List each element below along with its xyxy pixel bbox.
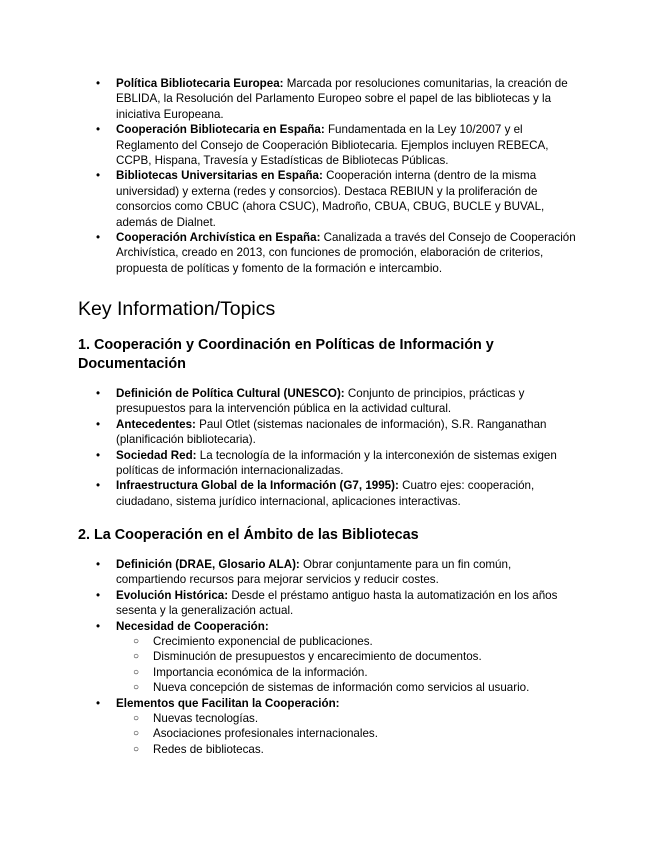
section-1-bullet-list <box>0 386 655 509</box>
sub-list-item: ○ Importancia económica de la información. <box>116 665 577 680</box>
list-item-term: Política Bibliotecaria Europea: <box>116 77 284 90</box>
section-2-heading: 2. La Cooperación en el Ámbito de las Bibliotecas <box>78 527 419 543</box>
list-item-term: Infraestructura Global de la Información (G7, 1995): <box>116 479 399 493</box>
list-item <box>0 168 655 230</box>
sub-list-item: ○ Disminución de presupuestos y encarecimiento de documentos. <box>116 649 577 664</box>
list-item-text: Paul Otlet (sistemas nacionales de información), S.R. Ranganathan (planificación bibliotecaria). <box>116 417 547 447</box>
list-item-text: Cooperación interna (dentro de la misma universidad) y externa (redes y consorcios). Destaca REBIUN y la proliferación de consorcios como CBUC (ahora CSUC), Madroño, CBUA, CBUG, BUCLE y BUVAL, además de Dialnet. <box>116 169 545 229</box>
list-item <box>0 76 655 122</box>
list-item-text: Conjunto de principios, prácticas y presupuestos para la intervención pública en la actividad cultural. <box>116 387 525 416</box>
list-item <box>0 478 655 509</box>
list-item-term: Elementos que Facilitan la Cooperación: <box>116 696 340 710</box>
list-item-term: Cooperación Archivística en España: <box>116 231 321 245</box>
list-item <box>0 696 655 758</box>
list-item <box>0 619 655 696</box>
section-2-bullet-list <box>0 557 655 757</box>
list-item-text: Fundamentada en la Ley 10/2007 y el Reglamento del Consejo de Cooperación Bibliotecaria. Ejemplos incluyen REBECA, CCPB, Hispana, Travesía y Estadísticas de Bibliotecas Públicas. <box>116 123 549 168</box>
list-item <box>0 417 655 448</box>
list-item-term: Antecedentes: <box>116 417 196 431</box>
list-item-text: Obrar conjuntamente para un fin común, compartiendo recursos para mejorar servicios y reducir costes. <box>116 558 512 587</box>
section-1-heading: 1. Cooperación y Coordinación en Políticas de Información y Documentación <box>78 337 494 372</box>
list-item-text: Marcada por resoluciones comunitarias, la creación de EBLIDA, la Resolución del Parlamento Europeo sobre el papel de las bibliotecas y la iniciativa Europeana. <box>116 77 568 121</box>
necesidad-sublist <box>116 634 577 696</box>
sub-list-item: ○ Nueva concepción de sistemas de información como servicios al usuario. <box>116 680 577 695</box>
list-item-term: Cooperación Bibliotecaria en España: <box>116 123 325 137</box>
list-item-text: Canalizada a través del Consejo de Cooperación Archivística, creado en 2013, con funciones de promoción, elaboración de criterios, propuesta de políticas y fomento de la formación e intercambio. <box>116 231 576 275</box>
sub-list-item: ○ Nuevas tecnologías. <box>116 711 577 726</box>
list-item-text: La tecnología de la información y la interconexión de sistemas exigen políticas de información internacionalizadas. <box>116 448 557 478</box>
list-item <box>0 122 655 168</box>
sub-list-item: ○ Asociaciones profesionales internacionales. <box>116 726 577 741</box>
list-item <box>0 557 655 588</box>
list-item-term: Bibliotecas Universitarias en España: <box>116 169 323 183</box>
list-item-text: Cuatro ejes: cooperación, ciudadano, sistema jurídico internacional, aplicaciones interactivas. <box>116 479 535 508</box>
sub-list-item: ○ Redes de bibliotecas. <box>116 742 577 757</box>
list-item-term: Necesidad de Cooperación: <box>116 619 269 633</box>
list-item-term: Evolución Histórica: <box>116 588 229 602</box>
list-item <box>0 588 655 619</box>
list-item-term: Definición de Política Cultural (UNESCO): <box>116 387 345 400</box>
list-item <box>0 448 655 479</box>
list-item-term: Sociedad Red: <box>116 448 197 462</box>
list-item-text: Desde el préstamo antiguo hasta la automatización en los años sesenta y la generalización actual. <box>116 588 558 618</box>
intro-bullet-list <box>0 76 655 276</box>
sub-list-item: ○ Crecimiento exponencial de publicaciones. <box>116 634 577 649</box>
elementos-sublist <box>116 711 577 757</box>
list-item <box>0 230 655 276</box>
list-item <box>0 386 655 417</box>
list-item-term: Definición (DRAE, Glosario ALA): <box>116 558 300 571</box>
key-information-heading: Key Information/Topics <box>78 298 276 320</box>
